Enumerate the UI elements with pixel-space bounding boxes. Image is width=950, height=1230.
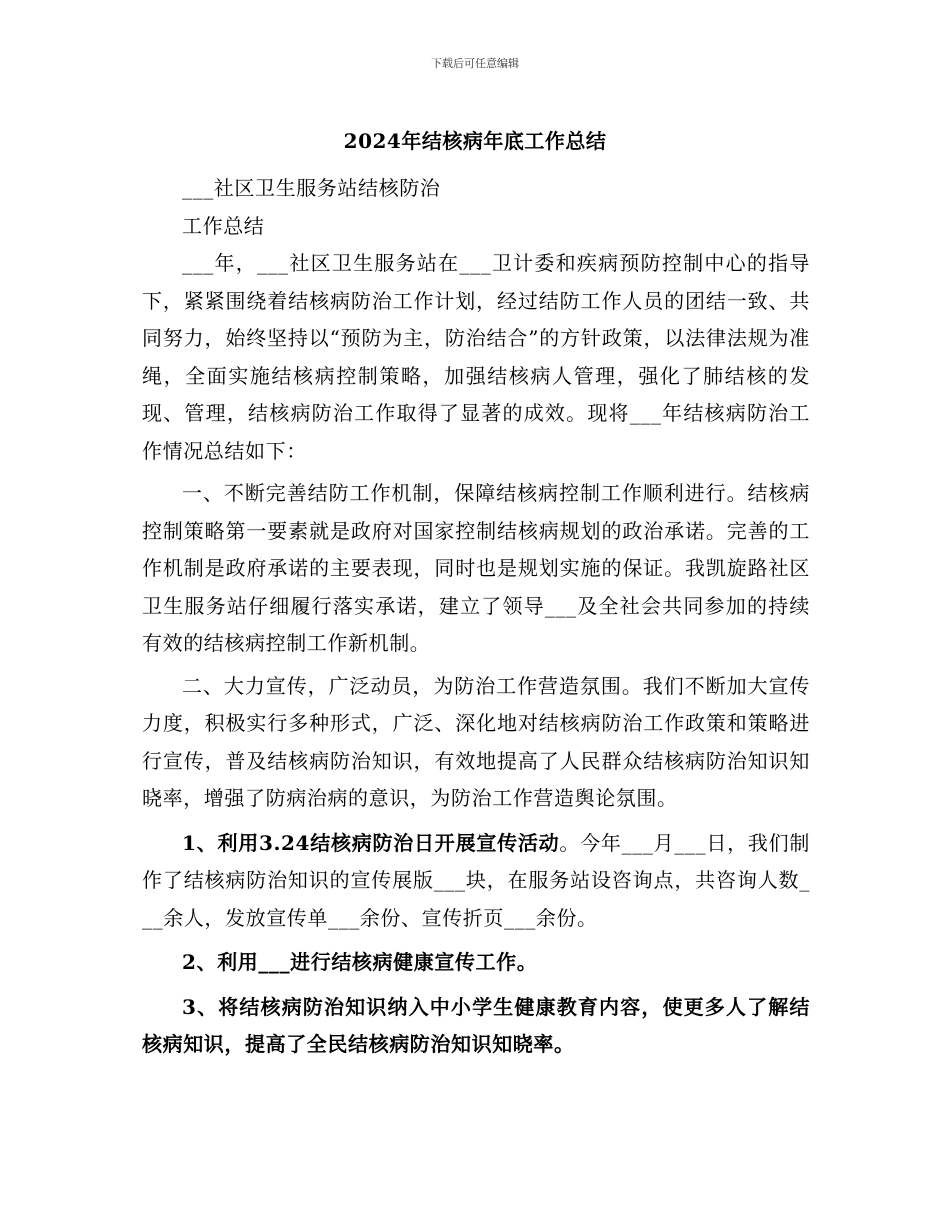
paragraph-section-two: 二、大力宣传，广泛动员，为防治工作营造氛围。我们不断加大宣传力度，积极实行多种形式，广泛、深化地对结核病防治工作政策和策略进行宣传，普及结核病防治知识，有效地提高了人民群众结核病防治知识知晓率，增强了防病治病的意识，为防治工作营造舆论氛围。 [142, 673, 810, 810]
paragraph-item-two: 2、利用___进行结核病健康宣传工作。 [182, 950, 538, 974]
document-body [142, 170, 810, 1064]
paragraph-intro: ___年，___社区卫生服务站在___卫计委和疾病预防控制中心的指导下，紧紧围绕着结核病防治工作计划，经过结防工作人员的团结一致、共同努力，始终坚持以“预防为主，防治结合”的方针政策，以法律法规为准绳，全面实施结核病控制策略，加强结核病人管理，强化了肺结核的发现、管理，结核病防治工作取得了显著的成效。现将___年结核病防治工作情况总结如下： [142, 251, 810, 463]
paragraph-org-name: ___社区卫生服务站结核防治 [182, 176, 441, 200]
paragraph-item-one [142, 825, 810, 938]
item-one-heading: 1、利用3.24结核病防治日开展宣传活动 [182, 830, 560, 855]
paragraph-section-one: 一、不断完善结防工作机制，保障结核病控制工作顺利进行。结核病控制策略第一要素就是政府对国家控制结核病规划的政治承诺。完善的工作机制是政府承诺的主要表现，同时也是规划实施的保证。我凯旋路社区卫生服务站仔细履行落实承诺，建立了领导___及全社会共同参加的持续有效的结核病控制工作新机制。 [142, 481, 810, 655]
document-title: 2024年结核病年底工作总结 [343, 129, 607, 153]
item-one-text: 。今年___月___日，我们制作了结核病防治知识的宣传展版___块，在服务站设咨询点，共咨询人数___余人，发放宣传单___余份、宣传折页___余份。 [142, 830, 810, 930]
paragraph-subtitle: 工作总结 [182, 213, 265, 238]
paragraph-item-three: 3、将结核病防治知识纳入中小学生健康教育内容，使更多人了解结核病知识，提高了全民结核病防治知识知晓率。 [142, 994, 810, 1056]
header-note: 下载后可任意编辑 [431, 57, 519, 70]
